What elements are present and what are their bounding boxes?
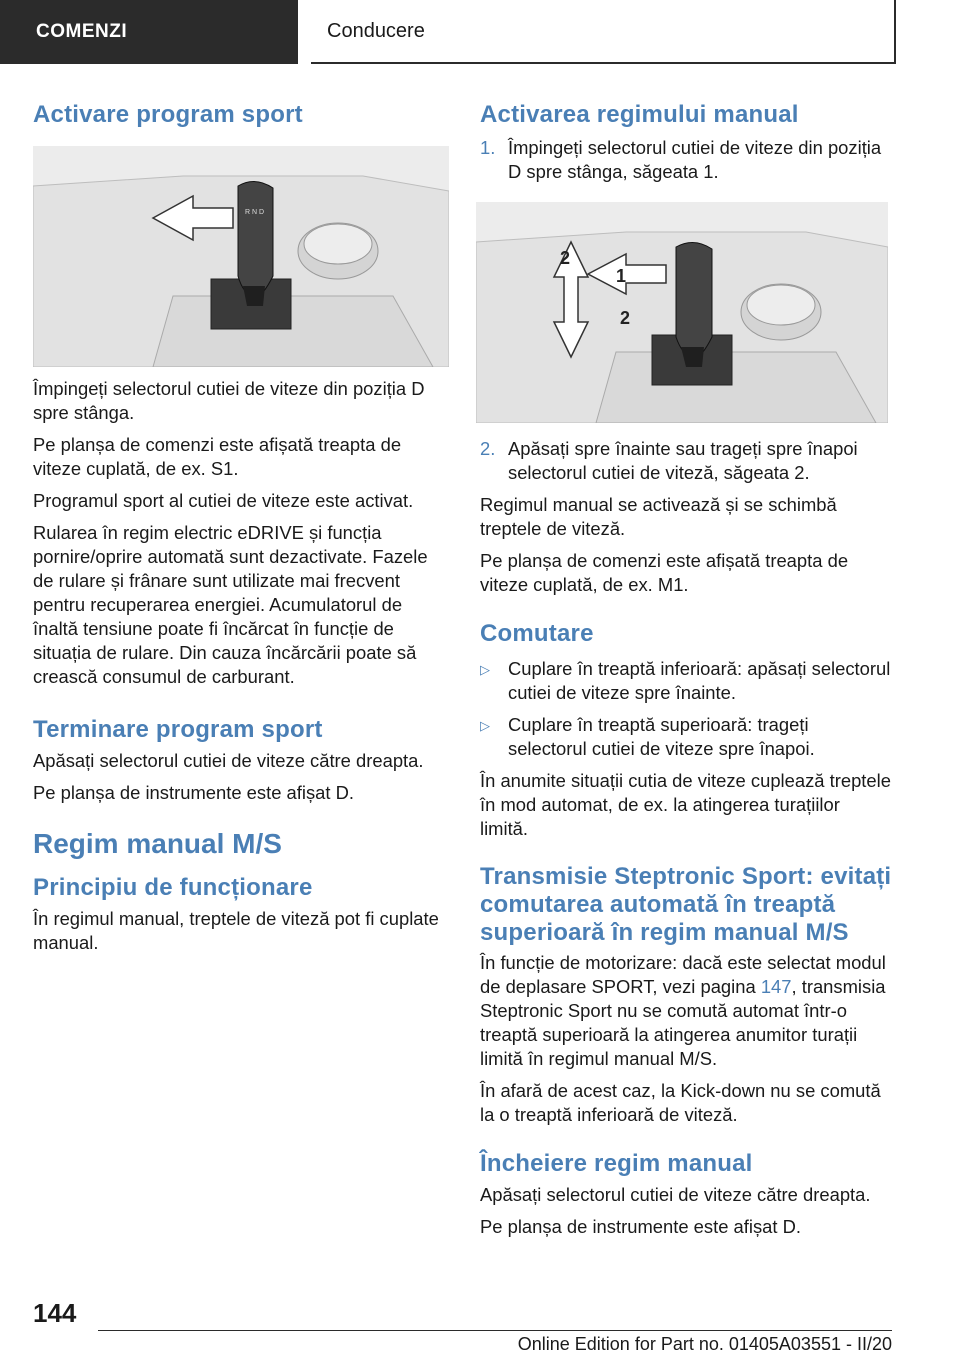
- bullet-text: Cuplare în treaptă inferioară: apăsați selectorul cutiei de viteze spre înainte.: [508, 658, 891, 703]
- chapter-title: Conducere: [311, 0, 896, 64]
- triangle-bullet-icon: ▷: [480, 662, 490, 677]
- paragraph: Pe planșa de instrumente este afișat D.: [33, 782, 354, 803]
- heading-steptronic: Transmisie Steptronic Sport: evitați comutarea automată în treaptă superioară în regim manual M/S: [480, 863, 892, 946]
- arrow-label-2b: 2: [620, 308, 631, 328]
- heading-end-manual: Încheiere regim manual: [480, 1150, 753, 1177]
- arrow-label-2a: 2: [560, 248, 571, 268]
- paragraph: Pe planșa de comenzi este afișată treapta de viteze cuplată, de ex. S1.: [33, 434, 402, 479]
- arrow-label-1: 1: [616, 266, 627, 286]
- text: În funcție de motorizare: dacă este selectat modul de deplasare SPORT, vezi pagina: [480, 952, 886, 997]
- step-number: 2.: [480, 438, 496, 459]
- paragraph: Împingeți selectorul cutiei de viteze din poziția D spre stânga.: [33, 378, 425, 423]
- paragraph: În regimul manual, treptele de viteză pot fi cuplate manual.: [33, 908, 439, 953]
- paragraph: Programul sport al cutiei de viteze este activat.: [33, 490, 414, 511]
- paragraph: Regimul manual se activează și se schimbă treptele de viteză.: [480, 494, 837, 539]
- triangle-bullet-icon: ▷: [480, 718, 490, 733]
- paragraph: În anumite situații cutia de viteze cuplează treptele în mod automat, de ex. la atingerea turațiilor limită.: [480, 770, 891, 839]
- page-number: 144: [33, 1298, 77, 1328]
- right-column: [480, 100, 892, 1239]
- paragraph: [480, 951, 892, 1071]
- paragraph: În afară de acest caz, la Kick-down nu se comută la o treaptă inferioară de viteză.: [480, 1080, 881, 1125]
- paragraph: Apăsați selectorul cutiei de viteze către dreapta.: [480, 1184, 871, 1205]
- paragraph: Pe planșa de instrumente este afișat D.: [480, 1216, 801, 1237]
- heading-principle: Principiu de funcționare: [33, 874, 313, 901]
- text: , transmisia Steptronic Sport nu se comută automat într-o treaptă superioară la atingerea anumitor turații limită în regimul manual M/S.: [480, 976, 886, 1069]
- step-2: [480, 437, 892, 485]
- heading-activate-manual: Activarea regimului manual: [480, 101, 799, 128]
- bullet-text: Cuplare în treaptă superioară: trageți selectorul cutiei de viteze spre înapoi.: [508, 714, 815, 759]
- heading-manual-mode: Regim manual M/S: [33, 828, 282, 859]
- left-column: [33, 100, 449, 955]
- paragraph: Rularea în regim electric eDRIVE și funcția pornire/oprire automată sunt dezactivate. Fazele de rulare și frânare sunt utilizate mai frecvent pentru recuperarea energiei. Acumulatorul de înaltă tensiune poate fi încărcat în funcție de situația de rulare. Din cauza încărcării poate să crească consumul de carburant.: [33, 522, 428, 687]
- step-1: [480, 136, 892, 184]
- step-text: Apăsați spre înainte sau trageți spre înapoi selectorul cutiei de viteză, săgeata 2.: [508, 438, 858, 483]
- step-number: 1.: [480, 137, 496, 158]
- heading-switch: Comutare: [480, 620, 594, 647]
- list-item: [480, 657, 892, 705]
- step-text: Împingeți selectorul cutiei de viteze din poziția D spre stânga, săgeata 1.: [508, 137, 882, 182]
- figure-gear-selector-sport: [33, 146, 449, 367]
- page-link[interactable]: 147: [760, 976, 792, 997]
- paragraph: Pe planșa de comenzi este afișată treapta de viteze cuplată, de ex. M1.: [480, 550, 849, 595]
- gear-selector-manual-illustration: [476, 202, 888, 423]
- section-tab: COMENZI: [0, 0, 298, 64]
- gear-selector-illustration: [33, 146, 449, 367]
- heading-end-sport: Terminare program sport: [33, 716, 323, 743]
- svg-text:R N D: R N D: [245, 209, 265, 216]
- edition-text: Online Edition for Part no. 01405A03551 - II/20: [517, 1334, 892, 1354]
- heading-activate-sport: Activare program sport: [33, 101, 303, 128]
- figure-gear-selector-manual: [476, 202, 888, 423]
- paragraph: Apăsați selectorul cutiei de viteze către dreapta.: [33, 750, 424, 771]
- footer-divider: [98, 1330, 892, 1331]
- list-item: [480, 713, 892, 761]
